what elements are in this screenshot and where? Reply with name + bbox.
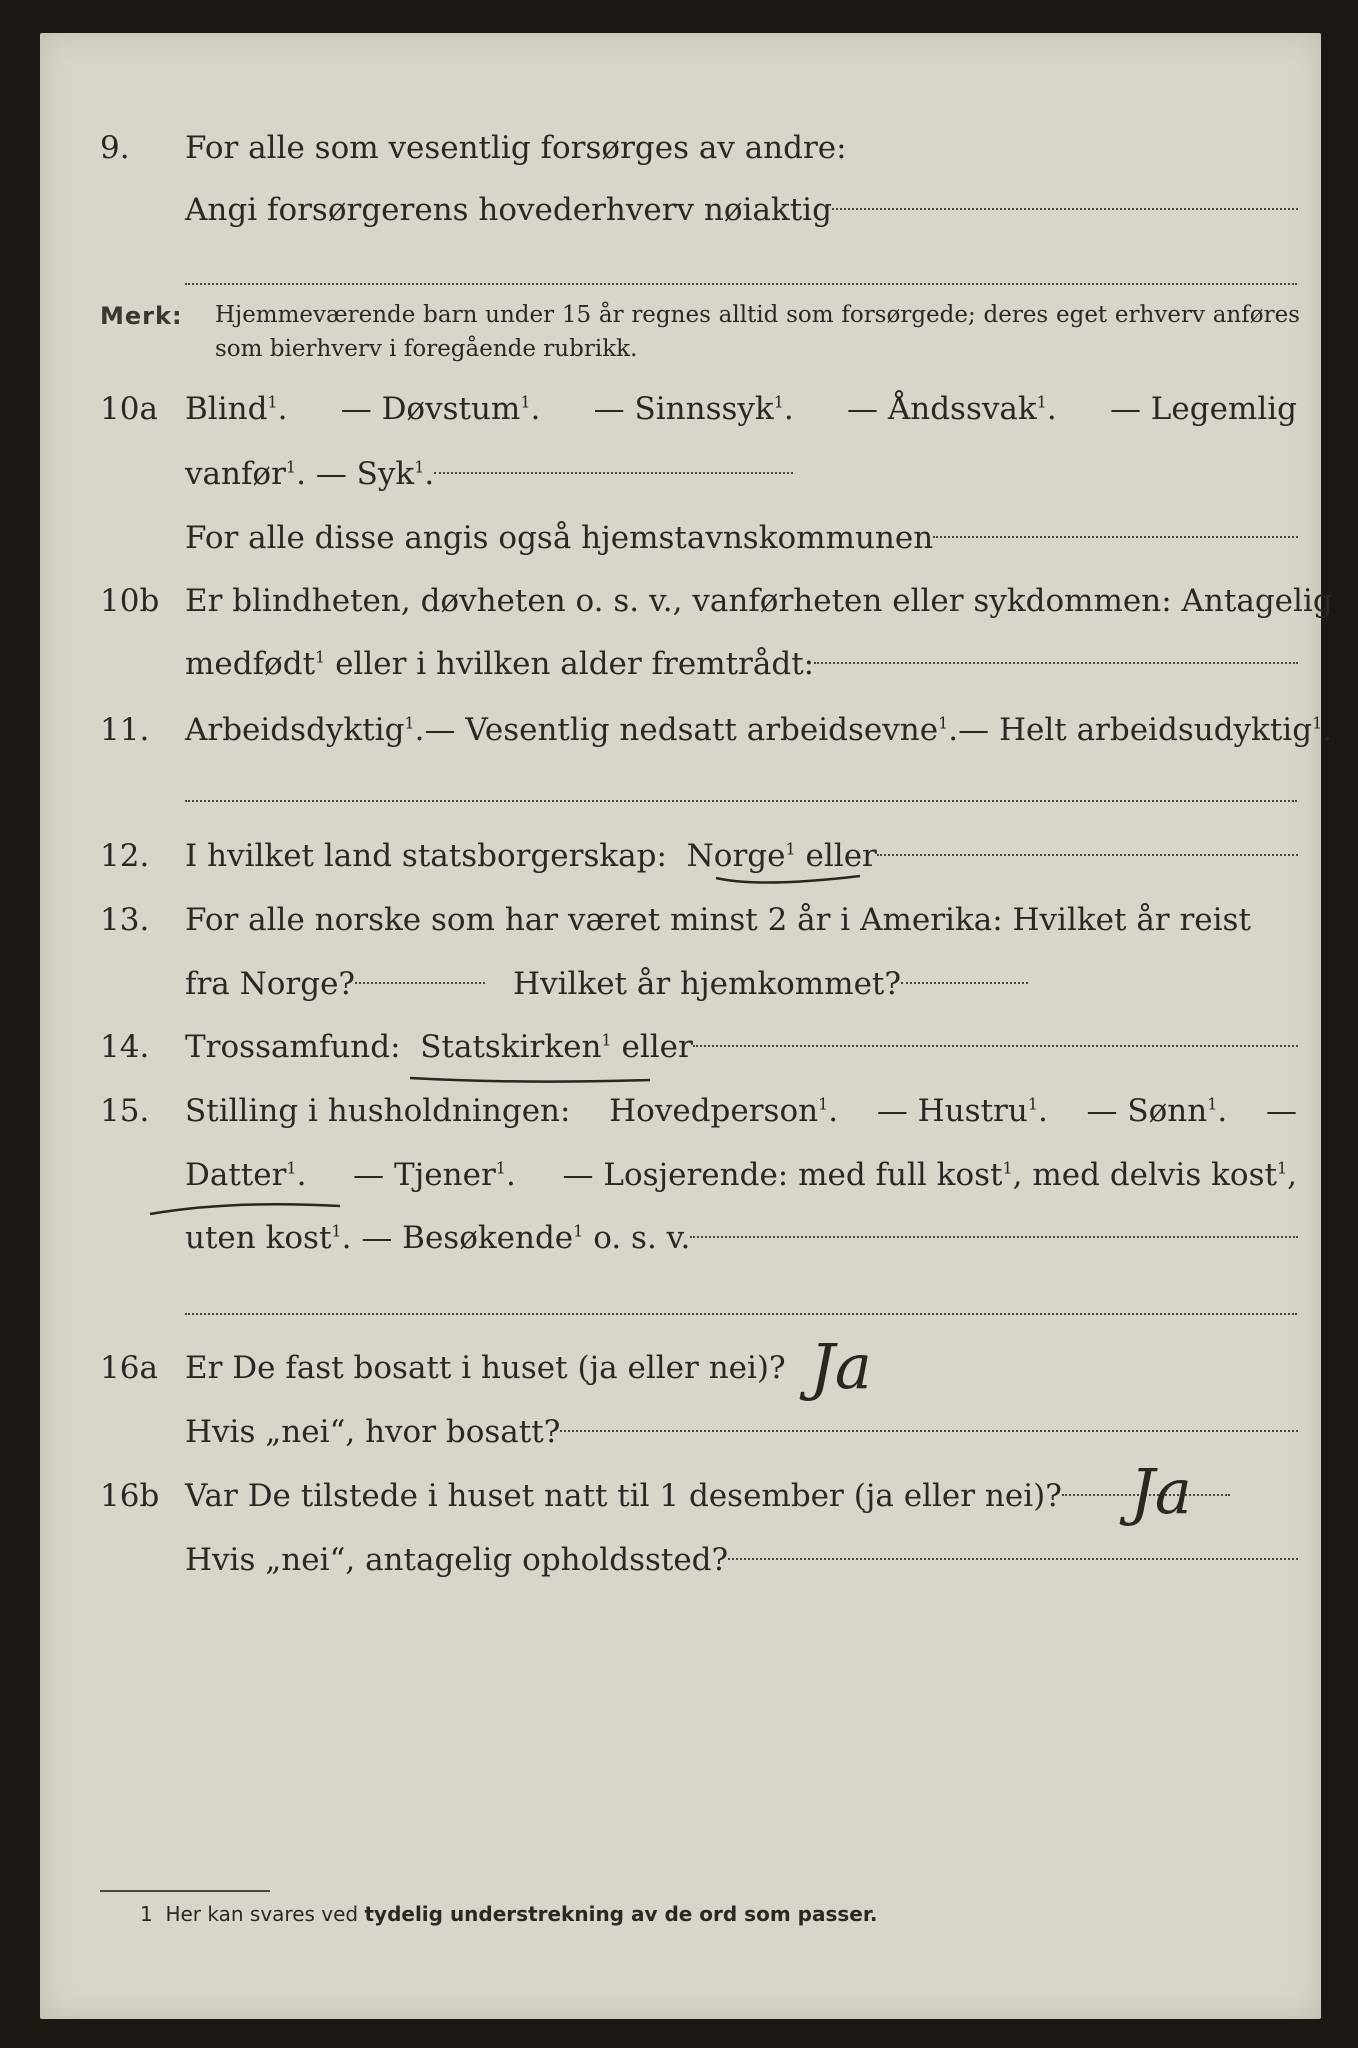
merk-text: Hjemmeværende barn under 15 år regnes alltid som forsørgede; deres eget erhverv anføres som bierhverv i foregående rubrikk.: [215, 302, 1300, 362]
option-uten-kost: uten kost: [185, 1220, 332, 1256]
q14-number: 14.: [100, 1029, 150, 1065]
option-datter: Datter: [185, 1157, 287, 1193]
option-arbeidsudyktig: — Helt arbeidsudyktig: [958, 712, 1313, 748]
q16b-text2: Hvis „nei“, antagelig opholdssted?: [185, 1542, 729, 1578]
statskirken-underline: [410, 1078, 650, 1082]
q11-number: 11.: [100, 712, 150, 748]
q9-text2: Angi forsørgerens hovederhverv nøiaktig: [185, 192, 832, 228]
option-hustru: — Hustru: [876, 1093, 1028, 1129]
q16b-handwritten-answer: Ja: [1130, 1455, 1192, 1528]
option-tjener: — Tjener: [353, 1157, 496, 1193]
q14-eller: eller: [621, 1029, 693, 1065]
option-andssvak: — Åndssvak: [847, 391, 1037, 427]
option-syk: — Syk: [315, 456, 415, 492]
option-hovedperson: Hovedperson: [609, 1093, 819, 1129]
q9-text: For alle som vesentlig forsørges av andre:: [185, 130, 847, 166]
q12-number: 12.: [100, 838, 150, 874]
q12-line: 12. I hvilket land statsborgerskap: Norge$^1$ eller: [0, 834, 1358, 878]
q16a-text1: Er De fast bosatt i huset (ja eller nei)?: [185, 1350, 786, 1386]
footnote-bold-text: tydelig understrekning av de ord som passer.: [364, 1902, 878, 1926]
q9-number: 9.: [100, 130, 130, 166]
option-besokende: — Besøkende: [361, 1220, 574, 1256]
footnote-mark: 1: [140, 1902, 153, 1926]
footnote-text: Her kan svares ved: [165, 1902, 359, 1926]
q16a-handwritten-answer: Ja: [810, 1330, 872, 1403]
footnote: [140, 1902, 877, 1926]
q15-number: 15.: [100, 1093, 150, 1129]
q12-eller: eller: [805, 838, 877, 874]
footnote-rule: [100, 1890, 270, 1892]
q16b-number: 16b: [100, 1478, 160, 1514]
option-full-kost: — Losjerende: med full kost: [562, 1157, 1003, 1193]
q11-line1: 11. Arbeidsdyktig$^1$. — Vesentlig nedsatt arbeidsevne$^1$. — Helt arbeidsudyktig$^1$.: [0, 708, 1358, 752]
q10a-number: 10a: [100, 391, 158, 427]
option-legemlig: — Legemlig: [1109, 391, 1297, 427]
norge-underline: [716, 876, 860, 883]
option-vanfor: vanfør: [185, 456, 286, 492]
q15-line3: uten kost$^1$. — Besøkende$^1$ o. s. v.: [0, 1216, 1358, 1260]
q16b-text1: Var De tilstede i huset natt til 1 desember (ja eller nei)?: [185, 1478, 1062, 1514]
q16a-text2: Hvis „nei“, hvor bosatt?: [185, 1414, 561, 1450]
q10b-text1: Er blindheten, døvheten o. s. v., vanførheten eller sykdommen: Antagelig: [185, 583, 1333, 619]
q12-text: I hvilket land statsborgerskap:: [185, 838, 667, 874]
q10a-text3: For alle disse angis også hjemstavnskommunen: [185, 520, 934, 556]
q13-text2b: Hvilket år hjemkommet?: [513, 966, 902, 1002]
q15-line1: 15. Stilling i husholdningen: Hovedperson$^1$. — Hustru$^1$. — Sønn$^1$. —: [0, 1089, 1358, 1133]
option-arbeidsdyktig: Arbeidsdyktig: [185, 712, 405, 748]
q16a-number: 16a: [100, 1350, 158, 1386]
q10b-line2: medfødt$^1$ eller i hvilken alder fremtrådt:: [0, 642, 1358, 686]
option-medfodt: medfødt: [185, 646, 316, 682]
q13-text1: For alle norske som har været minst 2 år i Amerika: Hvilket år reist: [185, 902, 1251, 938]
q10a-line2: vanfør$^1$. — Syk$^1$.: [0, 452, 1358, 496]
q13-text2a: fra Norge?: [185, 966, 356, 1002]
option-sonn: — Sønn: [1086, 1093, 1208, 1129]
merk-label: Merk:: [100, 302, 183, 330]
q10b-number: 10b: [100, 583, 160, 619]
option-statskirken: Statskirken: [420, 1029, 602, 1065]
option-blind: Blind: [185, 391, 268, 427]
q10a-line1: 10a Blind$^1$. — Døvstum$^1$. — Sinnssyk$^1$. — Åndssvak$^1$. — Legemlig: [0, 387, 1358, 431]
q10b-text2: eller i hvilken alder fremtrådt:: [335, 646, 815, 682]
q13-number: 13.: [100, 902, 150, 938]
option-norge: Norge: [686, 838, 786, 874]
q14-text: Trossamfund:: [185, 1029, 401, 1065]
q15-line2: Datter$^1$. — Tjener$^1$. — Losjerende: med full kost$^1$, med delvis kost$^1$,: [185, 1157, 1297, 1193]
datter-underline: [150, 1204, 340, 1214]
option-sinnssyk: — Sinnssyk: [593, 391, 774, 427]
option-delvis-kost: , med delvis kost: [1012, 1157, 1277, 1193]
option-dovstum: — Døvstum: [340, 391, 521, 427]
q14-line: 14. Trossamfund: Statskirken$^1$ eller: [0, 1025, 1358, 1069]
q15-text1: Stilling i husholdningen:: [185, 1093, 571, 1129]
option-nedsatt: — Vesentlig nedsatt arbeidsevne: [424, 712, 939, 748]
